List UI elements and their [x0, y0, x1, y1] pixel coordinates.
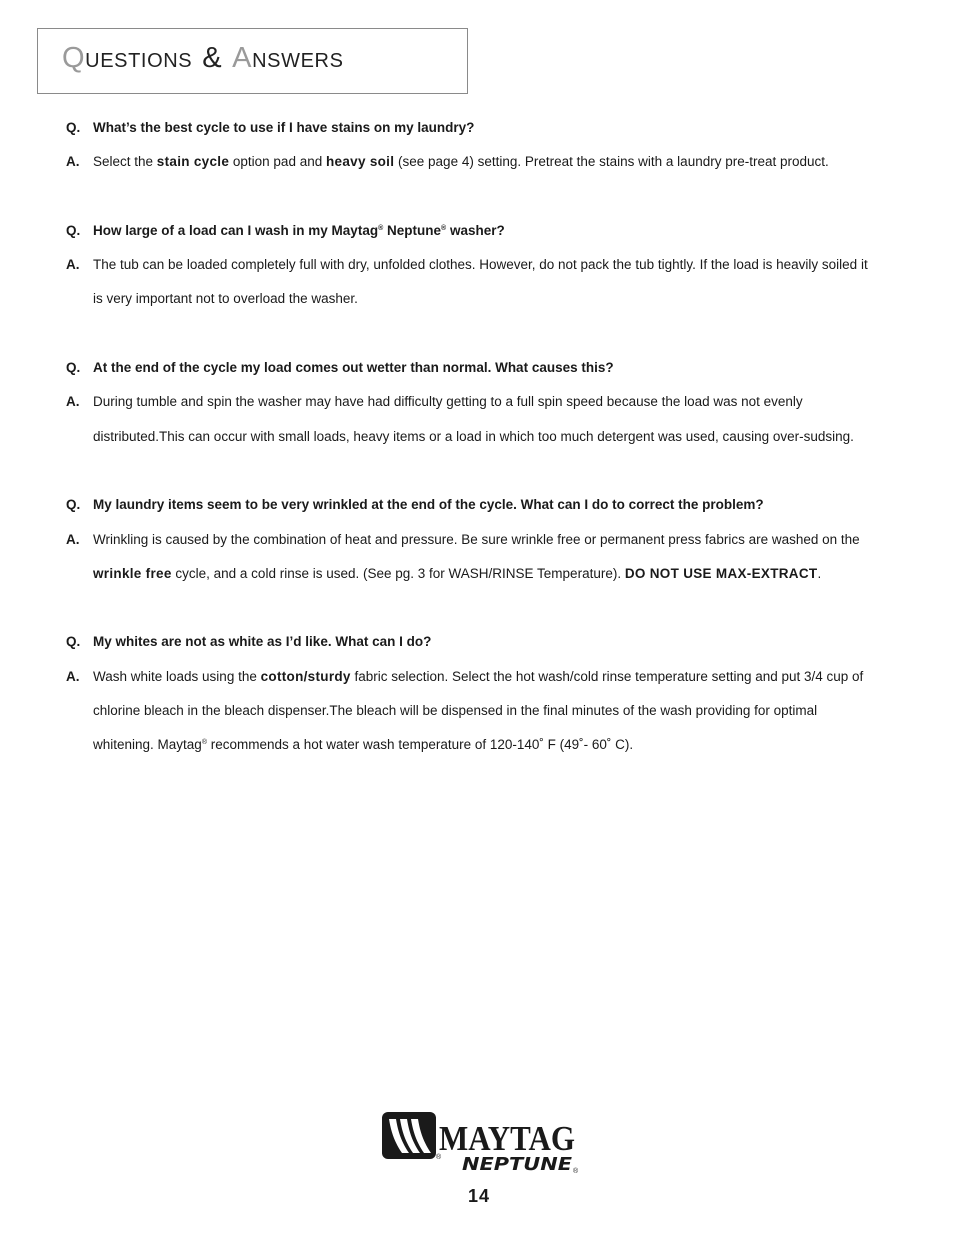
qa-list — [66, 111, 876, 797]
title-word-answers: Answers — [232, 42, 344, 74]
answer-text — [93, 660, 876, 763]
answer-text — [93, 523, 876, 592]
maytag-neptune-logo — [380, 1106, 580, 1176]
question-label: Q. — [66, 497, 81, 513]
logo-product-text: NEPTUNE — [462, 1154, 573, 1175]
answer-label: A. — [66, 668, 80, 684]
question-label: Q. — [66, 222, 81, 238]
question-row — [66, 488, 876, 522]
question-text: At the end of the cycle my load comes out wetter than normal. What causes this? — [93, 360, 614, 376]
answer-label: A. — [66, 394, 80, 410]
answer-row — [66, 145, 876, 179]
answer-segment: . — [817, 565, 822, 581]
answer-emphasis: wrinkle free — [93, 565, 172, 581]
question-row — [66, 351, 876, 385]
answer-segment: Wash white loads using the — [93, 668, 261, 684]
answer-segment: (see page 4) setting. Pretreat the stains with a laundry pre-treat product. — [394, 154, 829, 170]
qa-item — [66, 488, 876, 591]
answer-segment: Wrinkling is caused by the combination of heat and pressure. Be sure wrinkle free or permanent press fabrics are washed on the — [93, 531, 860, 547]
question-row — [66, 625, 876, 659]
question-segment: Neptune — [383, 222, 442, 238]
answer-label: A. — [66, 154, 80, 170]
answer-text: The tub can be loaded completely full with dry, unfolded clothes. However, do not pack the tub tightly. If the load is heavily soiled it is very important not to overload the washer. — [93, 257, 868, 307]
title-word-questions: Questions — [62, 42, 193, 74]
answer-row — [66, 248, 876, 317]
answer-emphasis: stain cycle — [156, 154, 230, 170]
qa-item — [66, 111, 876, 180]
registered-mark: ® — [201, 739, 207, 747]
registered-mark: ® — [378, 224, 384, 232]
answer-row — [66, 385, 876, 454]
question-text — [93, 214, 876, 248]
qa-item — [66, 214, 876, 317]
answer-emphasis: cotton/sturdy — [260, 668, 351, 684]
question-row — [66, 111, 876, 145]
answer-label: A. — [66, 257, 80, 273]
answer-text — [93, 145, 876, 179]
section-title-box — [37, 28, 468, 94]
question-label: Q. — [66, 120, 81, 135]
question-text: My laundry items seem to be very wrinkled at the end of the cycle. What can I do to correct the problem? — [93, 497, 764, 513]
answer-row — [66, 660, 876, 763]
answer-segment: cycle, and a cold rinse is used. (See pg. 3 for WASH/RINSE Temperature). — [171, 565, 625, 581]
maytag-emblem-icon — [382, 1112, 436, 1159]
registered-mark: ® — [441, 224, 447, 232]
answer-text: During tumble and spin the washer may have had difficulty getting to a full spin speed because the load was not evenly distributed.This can occur with small loads, heavy items or a load in which too much detergent was used, causing over-sudsing. — [93, 394, 854, 444]
question-label: Q. — [66, 634, 81, 650]
question-segment: How large of a load can I wash in my Maytag — [93, 222, 379, 238]
page-title — [62, 42, 344, 75]
question-text: What’s the best cycle to use if I have stains on my laundry? — [93, 120, 475, 135]
qa-item — [66, 625, 876, 762]
answer-label: A. — [66, 531, 80, 547]
logo-registered-mark: ® — [436, 1154, 442, 1161]
answer-warning: DO NOT USE MAX-EXTRACT — [624, 565, 818, 581]
answer-segment: option pad and — [229, 154, 326, 170]
page-number: 14 — [467, 1186, 491, 1206]
question-segment: washer? — [446, 222, 505, 238]
title-ampersand: & — [202, 42, 223, 74]
question-text: My whites are not as white as I’d like. What can I do? — [93, 634, 432, 650]
answer-segment: Select the — [93, 154, 157, 170]
logo-registered-mark: ® — [573, 1168, 579, 1175]
question-row — [66, 214, 876, 248]
answer-emphasis: heavy soil — [325, 154, 395, 170]
answer-segment: fabric selection. Select the hot wash/cold rinse temperature setting and put 3/4 cup of chlorine bleach in the bleach dispenser.The bleach will be dispensed in the final minutes of the wash providing for optimal whitening. Maytag — [93, 668, 864, 753]
question-label: Q. — [66, 360, 81, 376]
qa-item — [66, 351, 876, 454]
answer-row — [66, 523, 876, 592]
answer-segment: recommends a hot water wash temperature of 120-140˚ F (49˚- 60˚ C). — [206, 737, 634, 753]
logo-brand-text: MAYTAG — [439, 1119, 575, 1158]
